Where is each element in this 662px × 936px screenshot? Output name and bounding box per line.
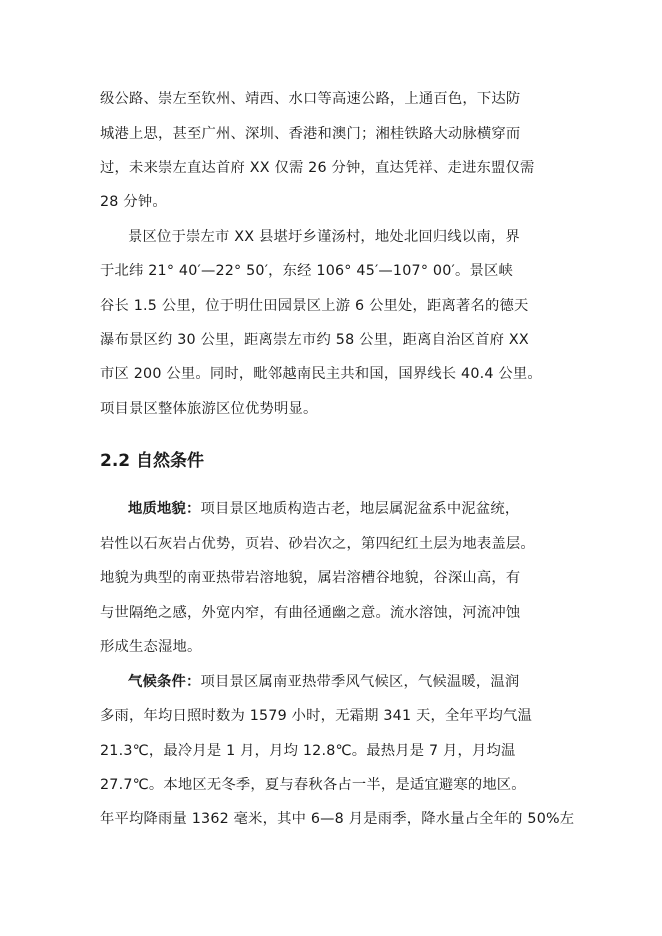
text-line: 形成生态湿地。 (100, 639, 202, 655)
text-line: 岩性以石灰岩占优势，页岩、砂岩次之，第四纪红土层为地表盖层。 (100, 536, 535, 552)
text-line: 市区 200 公里。同时，毗邻越南民主共和国，国界线长 40.4 公里。 (100, 366, 542, 382)
text-line: 与世隔绝之感，外宽内窄，有曲径通幽之意。流水溶蚀，河流冲蚀 (100, 605, 521, 621)
text-line: 过，未来崇左直达首府 XX 仅需 26 分钟，直达凭祥、走进东盟仅需 (100, 160, 535, 176)
paragraph-first-line: 景区位于崇左市 XX 县堪圩乡谨汤村，地处北回归线以南，界 (128, 229, 520, 245)
climate-first-line (128, 672, 519, 692)
text-line: 城港上思，甚至广州、深圳、香港和澳门；湘桂铁路大动脉横穿而 (100, 126, 521, 142)
text-line: 地貌为典型的南亚热带岩溶地貌，属岩溶槽谷地貌，谷深山高，有 (100, 570, 521, 586)
text-line: 项目景区整体旅游区位优势明显。 (100, 401, 318, 417)
climate-label: 气候条件： (128, 674, 201, 690)
text-line: 级公路、崇左至钦州、靖西、水口等高速公路，上通百色，下达防 (100, 91, 521, 107)
text-line: 多雨，年均日照时数为 1579 小时，无霜期 341 天，全年平均气温 (100, 708, 532, 724)
section-heading: 2.2 自然条件 (100, 451, 205, 471)
geology-label: 地质地貌： (128, 501, 201, 517)
geology-first-line (128, 499, 519, 519)
text-line: 年平均降雨量 1362 毫米，其中 6—8 月是雨季，降水量占全年的 50%左 (100, 811, 575, 827)
text-line: 27.7℃。本地区无冬季，夏与春秋各占一半，是适宜避寒的地区。 (100, 777, 526, 793)
text-line: 谷长 1.5 公里，位于明仕田园景区上游 6 公里处，距离著名的德天 (100, 298, 529, 314)
text-line: 于北纬 21° 40′—22° 50′，东经 106° 45′—107° 00′。景区峡 (100, 263, 513, 279)
text-line: 瀑布景区约 30 公里，距离崇左市约 58 公里，距离自治区首府 XX (100, 332, 529, 348)
geology-first-text: 项目景区地质构造古老，地层属泥盆系中泥盆统， (200, 501, 520, 517)
text-line: 28 分钟。 (100, 194, 167, 210)
text-line: 21.3℃，最冷月是 1 月，月均 12.8℃。最热月是 7 月，月均温 (100, 743, 516, 759)
climate-first-text: 项目景区属南亚热带季风气候区，气候温暖，温润 (200, 674, 520, 690)
